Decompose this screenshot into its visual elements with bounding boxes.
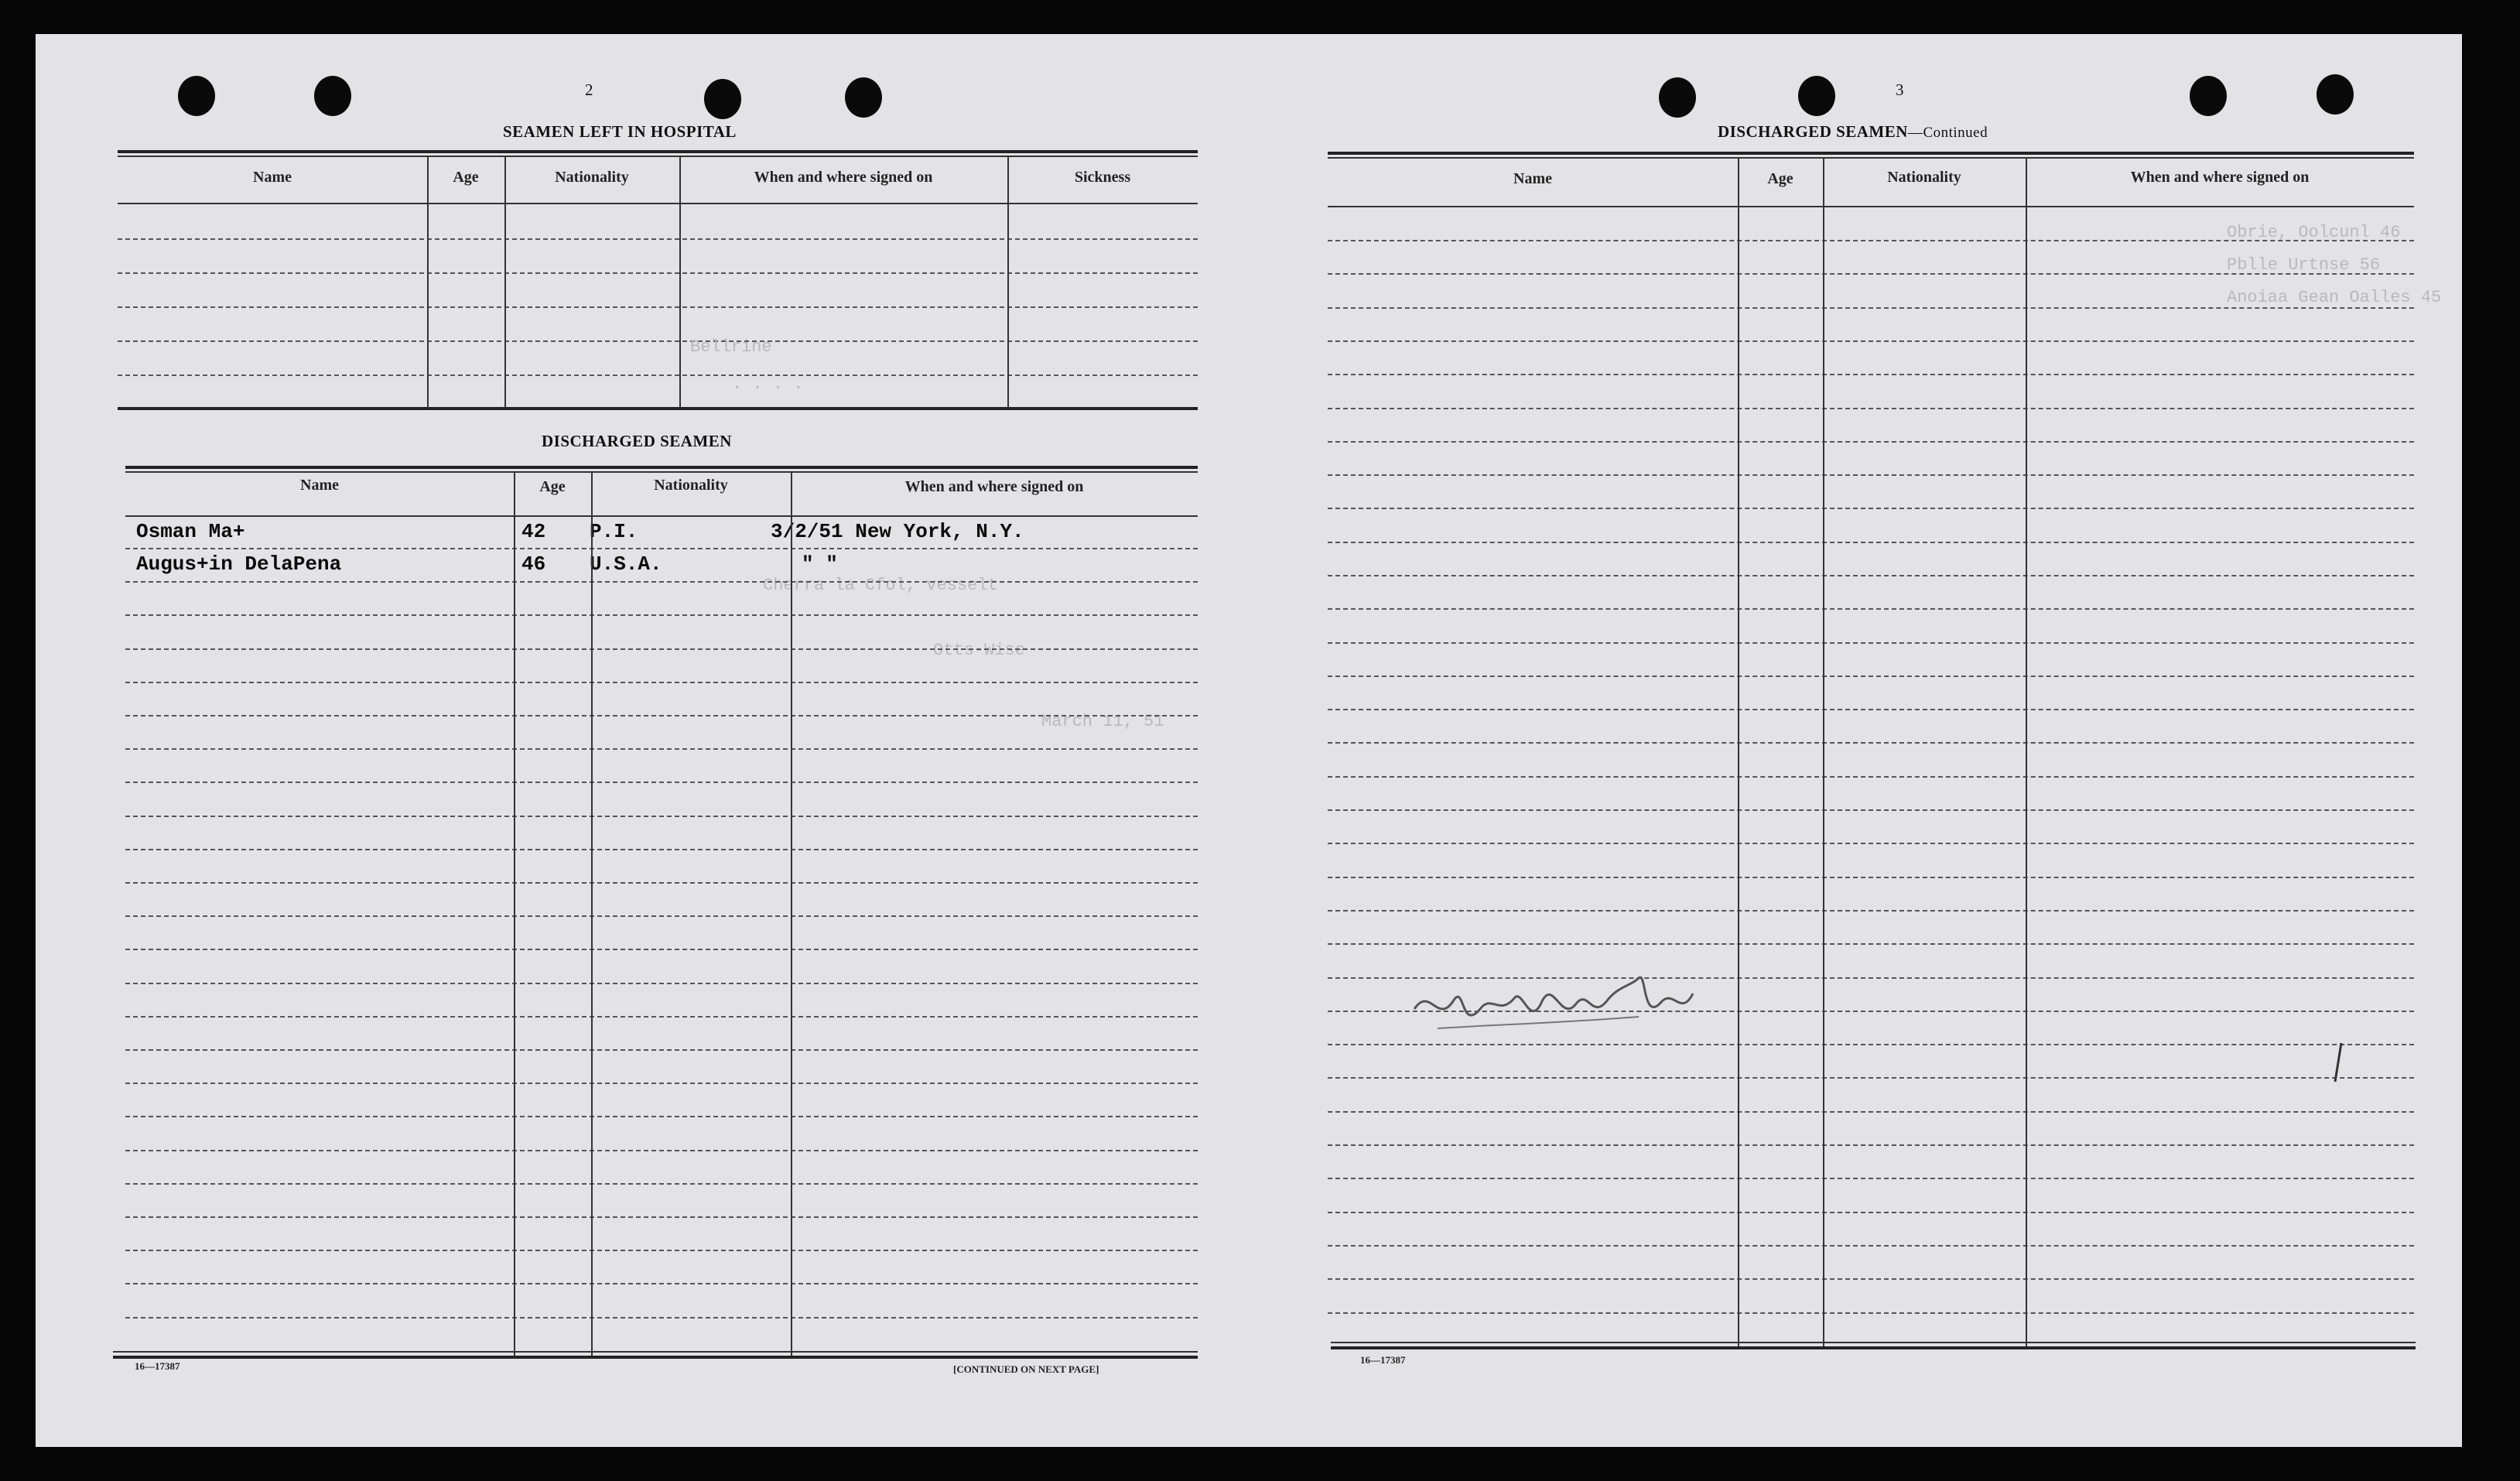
seaman-name: Augus+in DelaPena [136, 552, 342, 576]
ruled-line [125, 581, 1198, 583]
ruled-line [125, 648, 1198, 650]
ruled-line [1328, 1212, 2414, 1213]
ruled-line [125, 816, 1198, 817]
ruled-line [1328, 1278, 2414, 1280]
column-divider [514, 471, 515, 1356]
col-header-name: Name [253, 169, 292, 186]
bleed-through: Anoiaa Gean Oalles 45 [2227, 288, 2442, 307]
ruled-line [1328, 943, 2414, 945]
ruled-line [1328, 340, 2414, 342]
ruled-line [1328, 1144, 2414, 1146]
rule [118, 150, 1198, 153]
ruled-line [125, 1083, 1198, 1084]
col-header-age: Age [1767, 170, 1793, 187]
ruled-line [125, 983, 1198, 984]
bleed-through: . . . . [732, 375, 804, 394]
seaman-nationality: P.I. [590, 520, 638, 543]
ruled-line [1328, 1245, 2414, 1247]
punch-hole [2317, 74, 2354, 115]
ruled-line [125, 1049, 1198, 1051]
punch-hole [845, 77, 882, 118]
discharged-continued-title [1718, 122, 1988, 142]
ruled-line [1328, 809, 2414, 811]
ruled-line [1328, 742, 2414, 744]
rule [118, 407, 1198, 410]
ruled-line [1328, 441, 2414, 443]
column-divider [427, 156, 429, 409]
ruled-line [118, 375, 1198, 376]
rule [1328, 206, 2414, 207]
bleed-through: Otts-Wise [933, 641, 1025, 660]
ruled-line [125, 614, 1198, 616]
ruled-line [118, 340, 1198, 342]
rule [118, 203, 1198, 204]
col-header-nationality: Nationality [555, 169, 629, 186]
bleed-through: Bellrine [690, 337, 772, 357]
punch-hole [704, 79, 741, 119]
ruled-line [1328, 474, 2414, 476]
ruled-line [1328, 408, 2414, 409]
page-number: 2 [585, 80, 593, 99]
ruled-line [1328, 676, 2414, 677]
ruled-line [125, 1317, 1198, 1319]
column-divider [504, 156, 506, 409]
rule [125, 515, 1198, 517]
seaman-signed-on: 3/2/51 New York, N.Y. [771, 520, 1024, 543]
col-header-name: Name [300, 477, 339, 494]
col-header-signed-on: When and where signed on [754, 169, 933, 186]
form-number: 16—17387 [1360, 1354, 1406, 1366]
seaman-age: 42 [521, 520, 546, 543]
col-header-nationality: Nationality [1887, 169, 1961, 186]
punch-hole [178, 76, 215, 116]
ruled-line [118, 306, 1198, 308]
right-page [1260, 34, 2462, 1447]
col-header-age: Age [539, 478, 566, 495]
col-header-age: Age [453, 169, 479, 186]
continued-note: [CONTINUED ON NEXT PAGE] [953, 1363, 1099, 1375]
ruled-line [1328, 709, 2414, 710]
rule [1328, 152, 2414, 155]
rule [113, 1351, 1198, 1353]
bleed-through: March 11, 51 [1041, 712, 1164, 731]
ruled-line [125, 548, 1198, 549]
ruled-line [1328, 508, 2414, 509]
pencil-mark [2330, 1040, 2346, 1086]
col-header-nationality: Nationality [654, 477, 728, 494]
col-header-name: Name [1513, 170, 1552, 187]
ruled-line [1328, 374, 2414, 375]
bleed-through: Cherra la Cfol, vesselt [763, 576, 998, 595]
ruled-line [1328, 910, 2414, 912]
seaman-signed-on: " " [802, 552, 838, 576]
left-page [36, 34, 1260, 1447]
title-suffix: —Continued [1907, 125, 1988, 141]
column-divider [1823, 157, 1824, 1346]
ruled-line [118, 272, 1198, 274]
seaman-name: Osman Ma+ [136, 520, 245, 543]
ruled-line [1328, 273, 2414, 275]
form-number: 16—17387 [135, 1360, 180, 1372]
ruled-line [1328, 542, 2414, 543]
signature [1407, 955, 1701, 1055]
column-divider [791, 471, 792, 1356]
col-header-signed-on: When and where signed on [2130, 169, 2310, 186]
ruled-line [125, 915, 1198, 917]
ruled-line [1328, 575, 2414, 576]
column-divider [1007, 156, 1009, 409]
discharged-section-title: DISCHARGED SEAMEN [542, 432, 732, 450]
ruled-line [1328, 776, 2414, 778]
bleed-through: Pblle Urtnse 56 [2227, 255, 2381, 275]
bleed-through: Obrie, Oolcunl 46 [2227, 223, 2401, 242]
title-text: DISCHARGED SEAMEN [1718, 122, 1908, 141]
ruled-line [125, 748, 1198, 750]
ruled-line [125, 682, 1198, 683]
punch-hole [1798, 76, 1835, 116]
punch-hole [1659, 77, 1696, 118]
ruled-line [125, 1150, 1198, 1151]
ruled-line [1328, 877, 2414, 878]
rule [1331, 1346, 2416, 1349]
ruled-line [1328, 1178, 2414, 1179]
column-divider [2026, 157, 2027, 1346]
rule [113, 1356, 1198, 1359]
ruled-line [1328, 1111, 2414, 1113]
page-number: 3 [1896, 80, 1904, 99]
ruled-line [118, 238, 1198, 240]
ruled-line [1328, 1312, 2414, 1314]
ruled-line [1328, 240, 2414, 241]
ruled-line [125, 1283, 1198, 1284]
ruled-line [125, 1116, 1198, 1117]
ruled-line [125, 1183, 1198, 1185]
ruled-line [125, 949, 1198, 950]
rule [1328, 157, 2414, 159]
punch-hole [314, 76, 351, 116]
rule [125, 471, 1198, 473]
column-divider [679, 156, 681, 409]
ruled-line [125, 782, 1198, 783]
seaman-nationality: U.S.A. [590, 552, 662, 576]
column-divider [1738, 157, 1739, 1346]
ruled-line [125, 882, 1198, 884]
col-header-sickness: Sickness [1074, 169, 1131, 186]
column-divider [591, 471, 593, 1356]
ruled-line [125, 1016, 1198, 1018]
ruled-line [1328, 307, 2414, 309]
col-header-signed-on: When and where signed on [904, 478, 1084, 495]
rule [118, 156, 1198, 157]
ruled-line [1328, 642, 2414, 644]
ruled-line [1328, 1077, 2414, 1079]
ruled-line [125, 1216, 1198, 1218]
ruled-line [1328, 843, 2414, 844]
punch-hole [2190, 76, 2227, 116]
ruled-line [1328, 608, 2414, 610]
ruled-line [125, 1250, 1198, 1251]
hospital-section-title: SEAMEN LEFT IN HOSPITAL [503, 122, 737, 141]
rule [125, 466, 1198, 469]
seaman-age: 46 [521, 552, 546, 576]
ruled-line [125, 849, 1198, 850]
ruled-line [125, 715, 1198, 717]
rule [1331, 1342, 2416, 1343]
